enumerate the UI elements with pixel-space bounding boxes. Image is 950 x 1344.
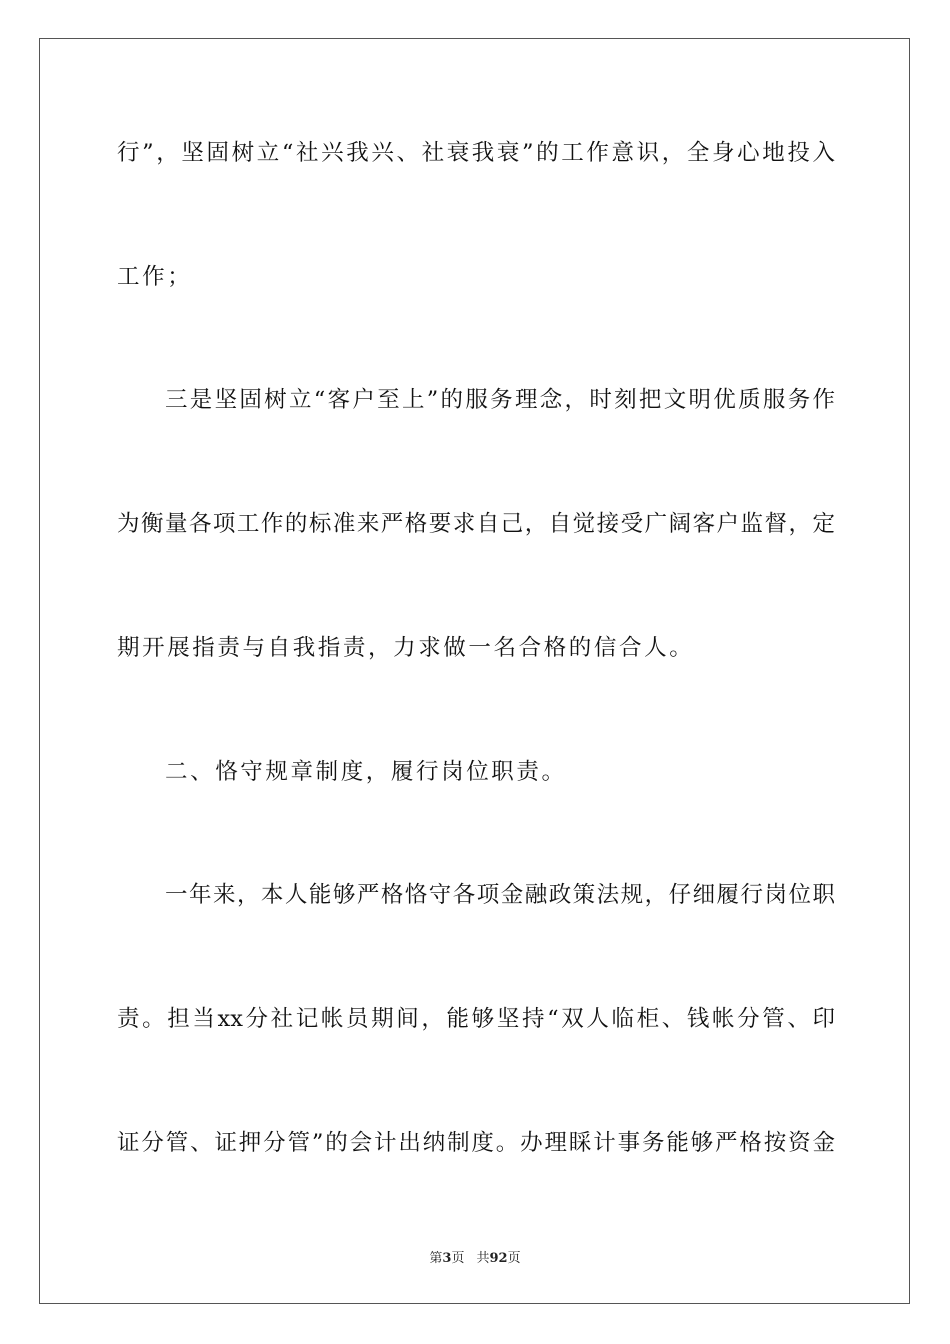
text-line: 工作； bbox=[117, 264, 193, 290]
page-suffix: 页 bbox=[451, 1251, 465, 1266]
text-line: 证分管、证押分管”的会计出纳制度。办理睬计事务能够严格按资金 bbox=[117, 1130, 835, 1156]
section-heading: 二、恪守规章制度，履行岗位职责。 bbox=[165, 759, 567, 785]
text-line: 责。担当xx分社记帐员期间，能够坚持“双人临柜、钱帐分管、印 bbox=[117, 1006, 835, 1032]
text-line: 期开展指责与自我指责，力求做一名合格的信合人。 bbox=[117, 635, 695, 661]
text-line: 为衡量各项工作的标准来严格要求自己，自觉接受广阔客户监督，定 bbox=[117, 511, 835, 537]
page-prefix: 第 bbox=[429, 1251, 443, 1266]
total-suffix: 页 bbox=[507, 1251, 521, 1266]
page-frame bbox=[39, 38, 910, 1304]
paragraph-first-line: 三是坚固树立“客户至上”的服务理念，时刻把文明优质服务作 bbox=[165, 387, 835, 413]
paragraph-first-line: 一年来，本人能够严格恪守各项金融政策法规，仔细履行岗位职 bbox=[165, 882, 835, 908]
total-pages: 92 bbox=[489, 1251, 508, 1266]
page-number: 3 bbox=[442, 1251, 452, 1266]
text-line: 行”，坚固树立“社兴我兴、社衰我衰”的工作意识，全身心地投入 bbox=[117, 140, 835, 166]
total-prefix: 共 bbox=[476, 1251, 490, 1266]
page-footer bbox=[0, 1247, 950, 1266]
